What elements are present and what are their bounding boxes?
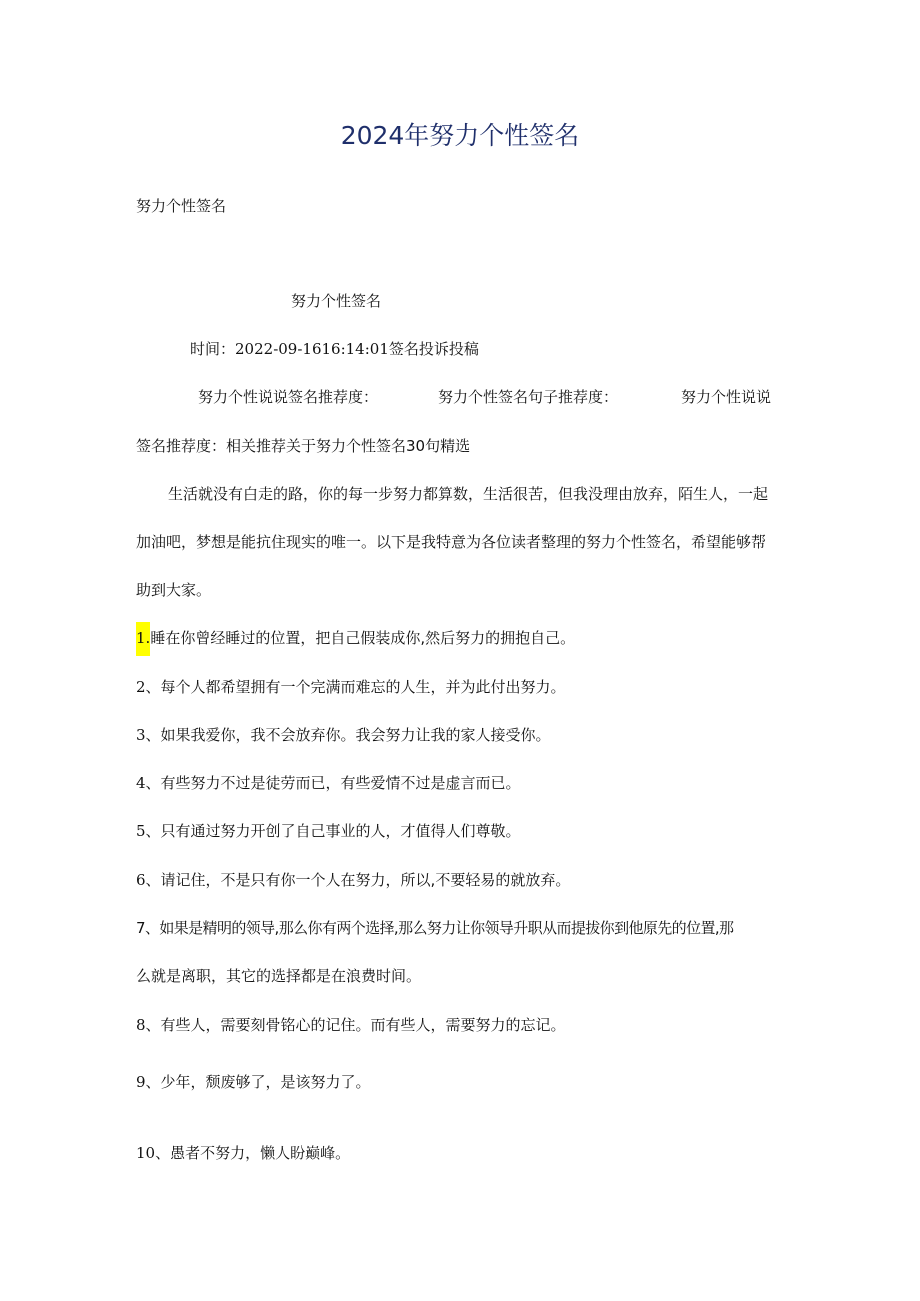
intro-line-1: 生活就没有白走的路，你的每一步努力都算数，生活很苦，但我没理由放弃，陌生人，一起 <box>168 485 769 503</box>
item-text: 请记住，不是只有你一个人在努力，所以,不要轻易的就放弃。 <box>160 871 571 889</box>
list-item-continuation: 么就是离职，其它的选择都是在浪费时间。 <box>136 967 422 985</box>
item-number: 7、 <box>136 919 160 937</box>
list-item <box>136 918 733 938</box>
item-number: 4、 <box>136 774 161 792</box>
list-item <box>136 1015 566 1035</box>
list-item <box>136 773 521 793</box>
report-links[interactable]: 签名投诉投稿 <box>388 340 479 358</box>
list-item <box>136 870 570 890</box>
item-text: 有些努力不过是徒劳而已，有些爱情不过是虚言而已。 <box>160 774 521 792</box>
recommend-3: 努力个性说说 <box>681 388 772 406</box>
document-title: 2024年努力个性签名 <box>340 121 580 150</box>
center-heading: 努力个性签名 <box>291 292 382 310</box>
item-text: 如果是精明的领导,那么你有两个选择,那么努力让你领导升职从而提拔你到他原先的位置,那 <box>159 919 734 937</box>
list-item <box>136 821 521 841</box>
recommend-4[interactable]: 签名推荐度：相关推荐关于努力个性签名30句精选 <box>136 437 471 455</box>
recommend-2: 努力个性签名句子推荐度： <box>438 388 619 406</box>
item-text: 愚者不努力，懒人盼巅峰。 <box>170 1144 351 1162</box>
item-number: 2、 <box>136 678 161 696</box>
recommend-1: 努力个性说说签名推荐度： <box>198 388 379 406</box>
list-item <box>136 725 551 745</box>
item-number-highlighted: 1. <box>136 622 150 656</box>
item-text: 如果我爱你，我不会放弃你。我会努力让我的家人接受你。 <box>160 726 551 744</box>
item-number: 3、 <box>136 726 161 744</box>
list-item <box>136 1143 350 1163</box>
item-text: 只有通过努力开创了自己事业的人，才值得人们尊敬。 <box>160 822 521 840</box>
item-text: 睡在你曾经睡过的位置，把自己假装成你,然后努力的拥抱自己。 <box>150 629 576 647</box>
item-text: 每个人都希望拥有一个完满而难忘的人生，并为此付出努力。 <box>160 678 566 696</box>
list-item <box>136 677 566 697</box>
time-label: 时间： <box>190 340 236 358</box>
intro-line-3: 助到大家。 <box>136 581 212 599</box>
meta-line <box>190 339 479 359</box>
item-text: 少年，颓废够了，是该努力了。 <box>160 1073 371 1091</box>
list-item <box>136 1072 371 1092</box>
item-number: 5、 <box>136 822 161 840</box>
list-item <box>136 628 575 648</box>
item-number: 9、 <box>136 1073 161 1091</box>
item-text: 有些人，需要刻骨铭心的记住。而有些人，需要努力的忘记。 <box>160 1016 566 1034</box>
item-number: 8、 <box>136 1016 161 1034</box>
intro-line-2: 加油吧，梦想是能抗住现实的唯一。以下是我特意为各位读者整理的努力个性签名，希望能够帮 <box>136 533 767 551</box>
item-number: 10、 <box>136 1144 171 1162</box>
time-value: 2022-09-1616:14:01 <box>235 340 389 358</box>
item-number: 6、 <box>136 871 161 889</box>
subheading: 努力个性签名 <box>136 197 227 215</box>
